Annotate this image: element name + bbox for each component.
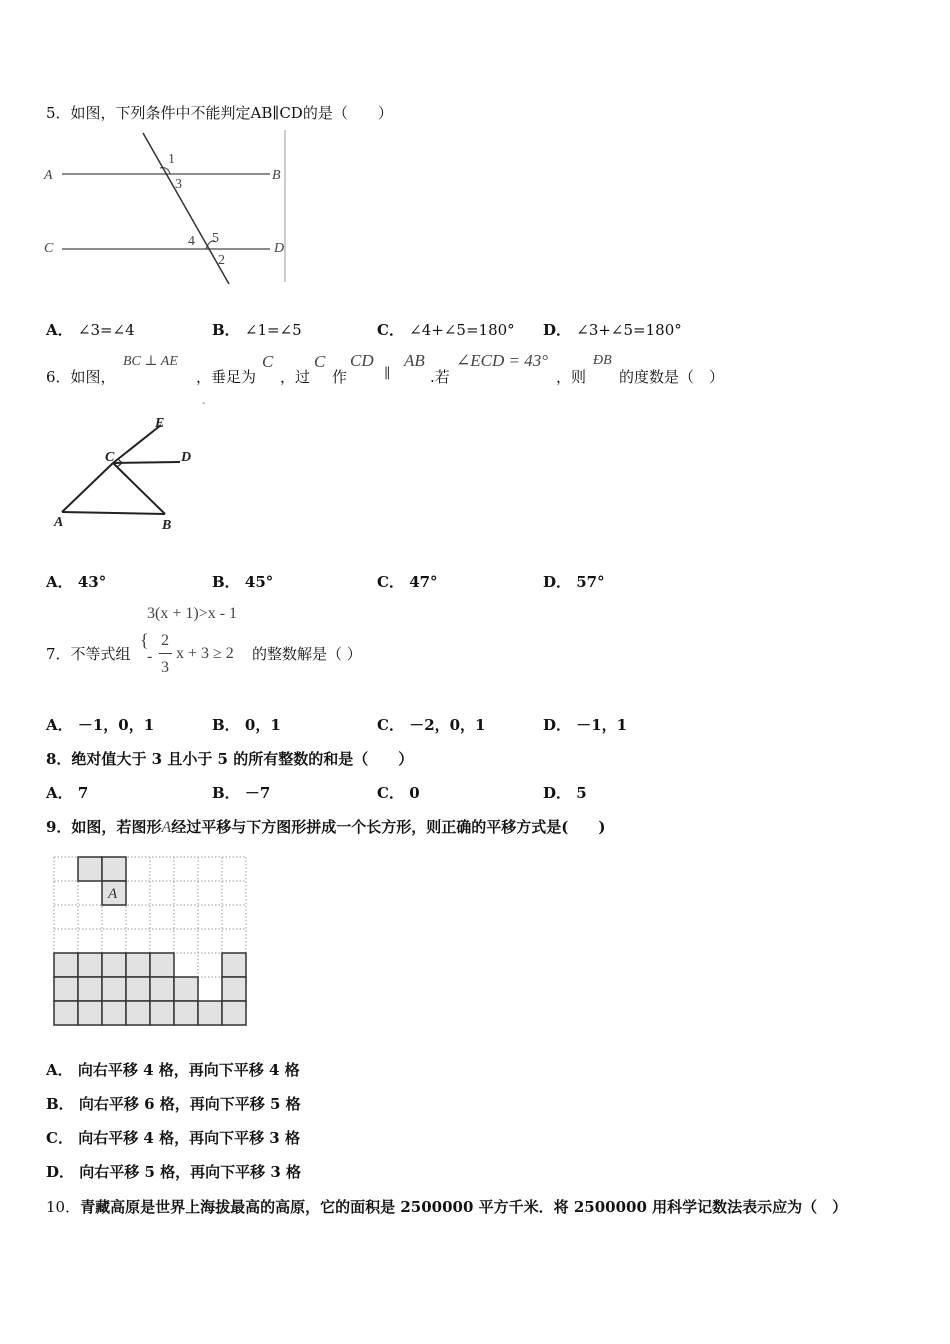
q8-option-b[interactable]: B． －7	[212, 784, 271, 802]
q6-math-c2: C	[314, 352, 326, 371]
q7-option-b[interactable]: B． 0，1	[212, 716, 281, 734]
q6-math-cd: CD	[350, 351, 374, 370]
q5-angle-5: 5	[212, 231, 219, 246]
q8-option-c[interactable]: C． 0	[377, 784, 420, 802]
q9-option-a[interactable]: A． 向右平移 4 格，再向下平移 4 格	[46, 1061, 300, 1079]
q5-label-D: D	[274, 241, 285, 256]
q8-stem: 8．绝对值大于 3 且小于 5 的所有整数的和是（ ）	[46, 750, 414, 768]
q7-frac-bar	[159, 653, 172, 654]
q10-stem: 10．青藏高原是世界上海拔最高的高原，它的面积是 2500000 平方千米．将 2500000 用科学记数法表示应为（ ）	[46, 1198, 848, 1216]
q9-option-b[interactable]: B． 向右平移 6 格，再向下平移 5 格	[46, 1095, 301, 1113]
q6-option-a[interactable]: A． 43°	[46, 573, 107, 591]
q7-suffix: 的整数解是（ ）	[252, 645, 362, 663]
q6-text-6: 的度数是（ ）	[619, 368, 725, 386]
q6-math-ab: AB	[404, 351, 425, 370]
q9-stem: 9．如图，若图形A经过平移与下方图形拼成一个长方形，则正确的平移方式是( )	[46, 818, 606, 836]
q8-option-d[interactable]: D． 5	[543, 784, 587, 802]
q7-ineq-line1: 3(x + 1)>x - 1	[147, 605, 238, 622]
q6-label-B: B	[162, 518, 172, 533]
q5-label-C: C	[44, 241, 54, 256]
q6-label-E: E	[155, 416, 165, 431]
q6-label-D: D	[181, 450, 192, 465]
q7-option-d[interactable]: D． －1，1	[543, 716, 628, 734]
q6-figure	[48, 405, 208, 535]
q6-option-d[interactable]: D． 57°	[543, 573, 605, 591]
q7-ineq-line2: x + 3 ≥ 2	[176, 645, 234, 662]
q6-option-c[interactable]: C． 47°	[377, 573, 438, 591]
q6-text-4: .若	[430, 368, 450, 386]
q5-option-a[interactable]: A． ∠3=∠4	[46, 321, 135, 339]
q7-prefix: 7．不等式组	[46, 645, 131, 663]
q9-option-d[interactable]: D． 向右平移 5 格，再向下平移 3 格	[46, 1163, 302, 1181]
q6-math-bc-perp-ae: BC ⊥ AE	[123, 354, 178, 369]
q9-option-c[interactable]: C． 向右平移 4 格，再向下平移 3 格	[46, 1129, 300, 1147]
q5-angle-1: 1	[168, 152, 175, 167]
q7-option-c[interactable]: C． －2，0，1	[377, 716, 486, 734]
q6-text-2: ，过	[280, 368, 311, 386]
q9-grid-figure	[50, 853, 250, 1028]
q6-option-b[interactable]: B． 45°	[212, 573, 274, 591]
q6-label-A: A	[54, 515, 64, 530]
q7-frac-num: 2	[161, 632, 169, 649]
q6-text-5: ，则	[556, 368, 587, 386]
q9-shape-a-label: A	[108, 886, 118, 902]
q6-text-1: ，垂足为	[196, 368, 257, 386]
q5-figure	[40, 130, 292, 290]
q5-angle-4: 4	[188, 234, 195, 249]
q5-stem: 5．如图，下列条件中不能判定AB∥CD的是（ ）	[46, 104, 393, 122]
q6-math-parallel: ∥	[384, 367, 391, 382]
q5-angle-2: 2	[218, 253, 225, 268]
q7-frac-den: 3	[161, 659, 169, 676]
q5-label-B: B	[272, 168, 281, 183]
q6-label-C: C	[105, 450, 115, 465]
q6-prefix: 6．如图，	[46, 368, 116, 386]
q5-label-A: A	[44, 168, 53, 183]
q7-brace: {	[140, 630, 149, 650]
q7-option-a[interactable]: A． －1，0，1	[46, 716, 155, 734]
q6-math-angle-ecd: ∠ECD = 43°	[456, 351, 549, 370]
q5-angle-3: 3	[175, 177, 182, 192]
q5-option-c[interactable]: C． ∠4+∠5=180°	[377, 321, 515, 339]
q6-stray-mark: -	[202, 398, 206, 409]
q7-minus: -	[147, 648, 153, 665]
q8-option-a[interactable]: A． 7	[46, 784, 89, 802]
q5-option-d[interactable]: D． ∠3+∠5=180°	[543, 321, 682, 339]
q5-option-b[interactable]: B． ∠1=∠5	[212, 321, 302, 339]
q6-math-angle-b: ÐB	[593, 353, 612, 368]
q6-text-3: 作	[332, 368, 348, 386]
q6-math-c1: C	[262, 352, 274, 371]
